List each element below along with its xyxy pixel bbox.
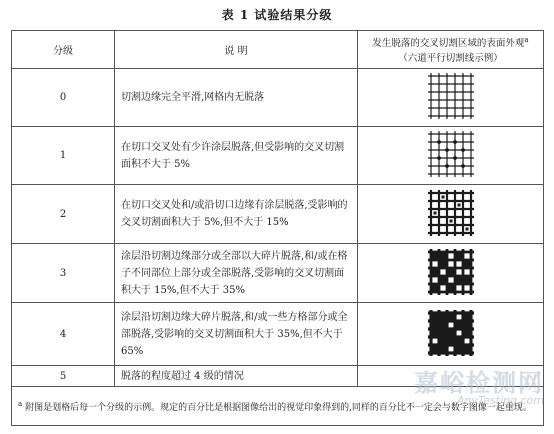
flake-chip [437,156,441,160]
flaked-square [432,285,438,291]
flaked-square [464,277,470,283]
table-row [12,244,544,303]
flaked-square [456,253,462,259]
flaked-square [440,261,446,267]
flaked-square [439,329,447,337]
watermark-cn: 嘉峪检测网 [414,369,544,397]
flaked-square [463,329,471,337]
flaked-square [456,277,462,283]
flaked-square [439,337,447,345]
flaked-square [440,277,446,283]
footnote-ref: a [524,36,529,45]
flaked-square [447,329,455,337]
flake-chip [461,148,465,152]
flaked-square [463,345,471,353]
crosshatch-grid-svg [428,190,474,236]
flaked-square [447,313,455,321]
flaked-square [431,329,439,337]
flaked-square [431,321,439,329]
flaked-square [439,313,447,321]
crosshatch-grid-svg [428,310,474,356]
flaked-square [465,227,468,230]
flake-chip [453,156,457,160]
crosshatch-grid-svg [428,73,474,119]
table-row [12,127,544,185]
grade-description: 在切口交叉处和/或沿切口边缘有涂层脱落,受影响的交叉切割面积大于 5%,但不大于 15% [115,185,358,244]
intact-speck [457,315,460,318]
flaked-square [439,321,447,329]
intact-speck [433,339,436,342]
crosshatch-pattern-grade-4 [428,310,474,359]
crosshatch-pattern-grade-2 [428,190,474,239]
pattern-cell [358,244,544,303]
crosshatch-grid-svg [428,131,474,177]
table-row [12,303,544,366]
grade-description: 切割边缘完全平滑,网格内无脱落 [115,69,358,127]
intact-speck [449,347,452,350]
flaked-square [432,269,438,275]
table-row [12,185,544,244]
pattern-cell [358,127,544,185]
flaked-square [447,337,455,345]
pattern-cell [358,69,544,127]
crosshatch-pattern-grade-3 [428,249,474,298]
grade-value: 2 [12,185,115,244]
intact-speck [457,331,460,334]
flaked-square [431,345,439,353]
grade-value: 1 [12,127,115,185]
pattern-cell [358,185,544,244]
header-grade: 分级 [12,31,115,69]
flake-chip [445,164,449,168]
flaked-square [455,345,463,353]
flaked-square [463,321,471,329]
flaked-square [464,261,470,267]
header-appearance-line1: 发生脱落的交叉切割区域的表面外观 [372,38,525,50]
grade-description: 在切口交叉处有少许涂层脱落,但受影响的交叉切割面积不大于 5% [115,127,358,185]
grade-description: 脱落的程度超过 4 级的情况 [115,366,358,387]
crosshatch-grid-svg [428,249,474,295]
footnote-text: 附图是划格后每一个分级的示例。规定的百分比是根据图像给出的视觉印象得到的,同样的百分比不一定会与数字图像一起重现。 [25,402,532,413]
flake-chip [437,140,441,144]
flaked-square [432,253,438,259]
flake-chip [445,148,449,152]
flake-chip [453,140,457,144]
grade-value: 0 [12,69,115,127]
watermark-en: AnyTesting.com [456,394,544,407]
flaked-square [455,337,463,345]
intact-speck [449,323,452,326]
header-appearance [358,31,544,69]
grade-description: 涂层沿切割边缘大碎片脱落,和/或一些方格部分或全部脱落,受影响的交叉切割面积大于 35%,但不大于 65% [115,303,358,366]
grade-value: 3 [12,244,115,303]
flaked-square [433,211,436,214]
flaked-square [448,285,454,291]
table-header-row [12,31,544,69]
grade-value: 5 [12,366,115,387]
header-description: 说 明 [115,31,358,69]
flaked-square [457,203,460,206]
grade-value: 4 [12,303,115,366]
header-appearance-line2: （六道平行切割线示例） [398,52,503,64]
crosshatch-pattern-grade-1 [428,131,474,180]
grade-description: 涂层沿切割边缘部分或全部以大碎片脱落,和/或在格子不同部位上部分或全部脱落,受影响的交叉切割面积大于 15%,但不大于 35% [115,244,358,303]
flake-chip [461,164,465,168]
pattern-cell [358,303,544,366]
crosshatch-pattern-grade-0 [428,73,474,122]
flaked-square [455,321,463,329]
flaked-square [441,195,444,198]
flaked-square [439,345,447,353]
flaked-square [448,269,454,275]
flaked-square [431,313,439,321]
table-row [12,69,544,127]
table-title: 表 1 试验结果分级 [221,8,333,22]
flaked-square [449,219,452,222]
footnote-marker: a [18,399,23,408]
site-watermark [414,363,544,407]
flaked-square [463,313,471,321]
flaked-square [440,253,446,259]
